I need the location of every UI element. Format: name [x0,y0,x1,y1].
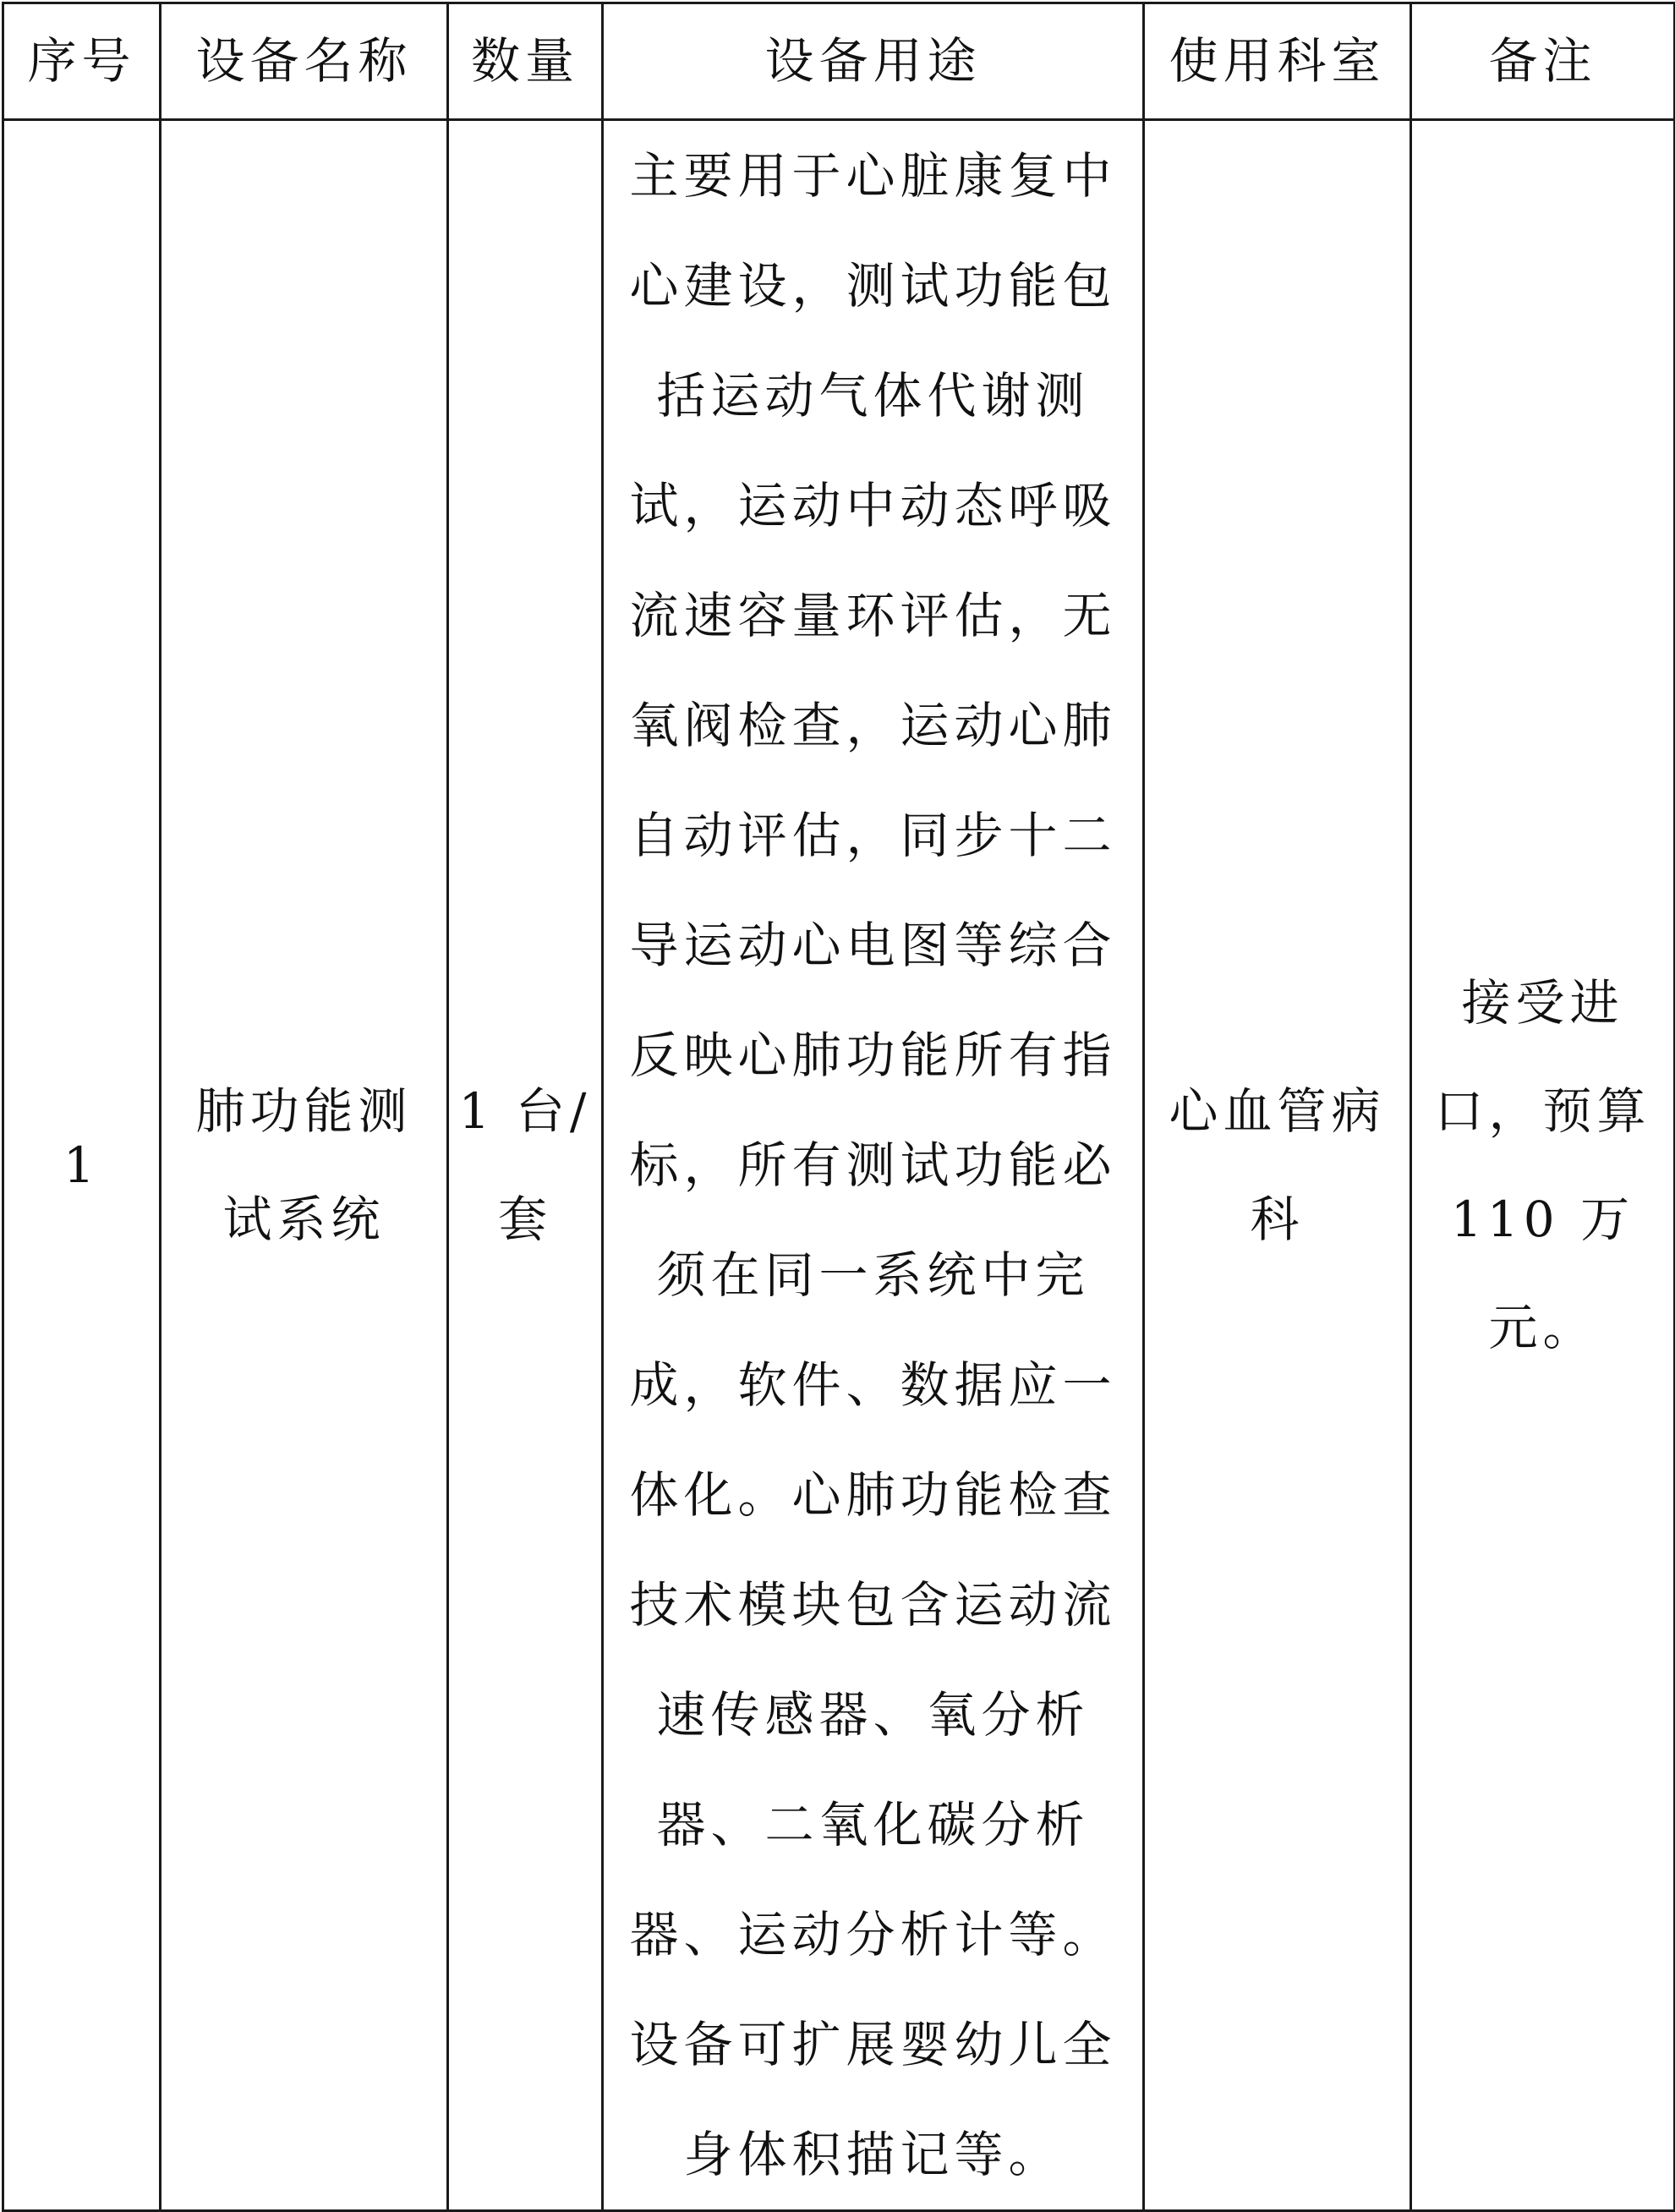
table-header-row [3,3,1675,120]
cell-note [1411,120,1675,2211]
cell-name-text: 肺功能测试系统 [195,1082,413,1248]
header-seq: 序号 [3,3,161,120]
cell-qty [448,120,603,2211]
equipment-table [2,2,1675,2212]
cell-seq-text: 1 [63,1136,100,1194]
cell-dept-text: 心血管病科 [1169,1082,1386,1248]
cell-seq [3,120,161,2211]
cell-note-text: 接受进口，预算 110 万元。 [1434,974,1651,1356]
cell-qty-text: 1 台/套 [458,1082,592,1248]
table-row [3,120,1675,2211]
cell-use-text: 主要用于心脏康复中心建设，测试功能包括运动气体代谢测试，运动中动态呼吸流速容量环评估，无氧阀检查，运动心肺自动评估，同步十二导运动心电图等综合反映心肺功能所有指标，所有测试功能必须在同一系统中完成，软件、数据应一体化。心肺功能检查技术模块包含运动流速传感器、氧分析器、二氧化碳分析器、运动分析计等。设备可扩展婴幼儿全身体积描记等。 [629,147,1117,2183]
header-dept: 使用科室 [1144,3,1411,120]
header-note: 备注 [1411,3,1675,120]
cell-use [603,120,1144,2211]
cell-name [161,120,448,2211]
header-qty: 数量 [448,3,603,120]
header-use: 设备用途 [603,3,1144,120]
header-name: 设备名称 [161,3,448,120]
cell-dept [1144,120,1411,2211]
